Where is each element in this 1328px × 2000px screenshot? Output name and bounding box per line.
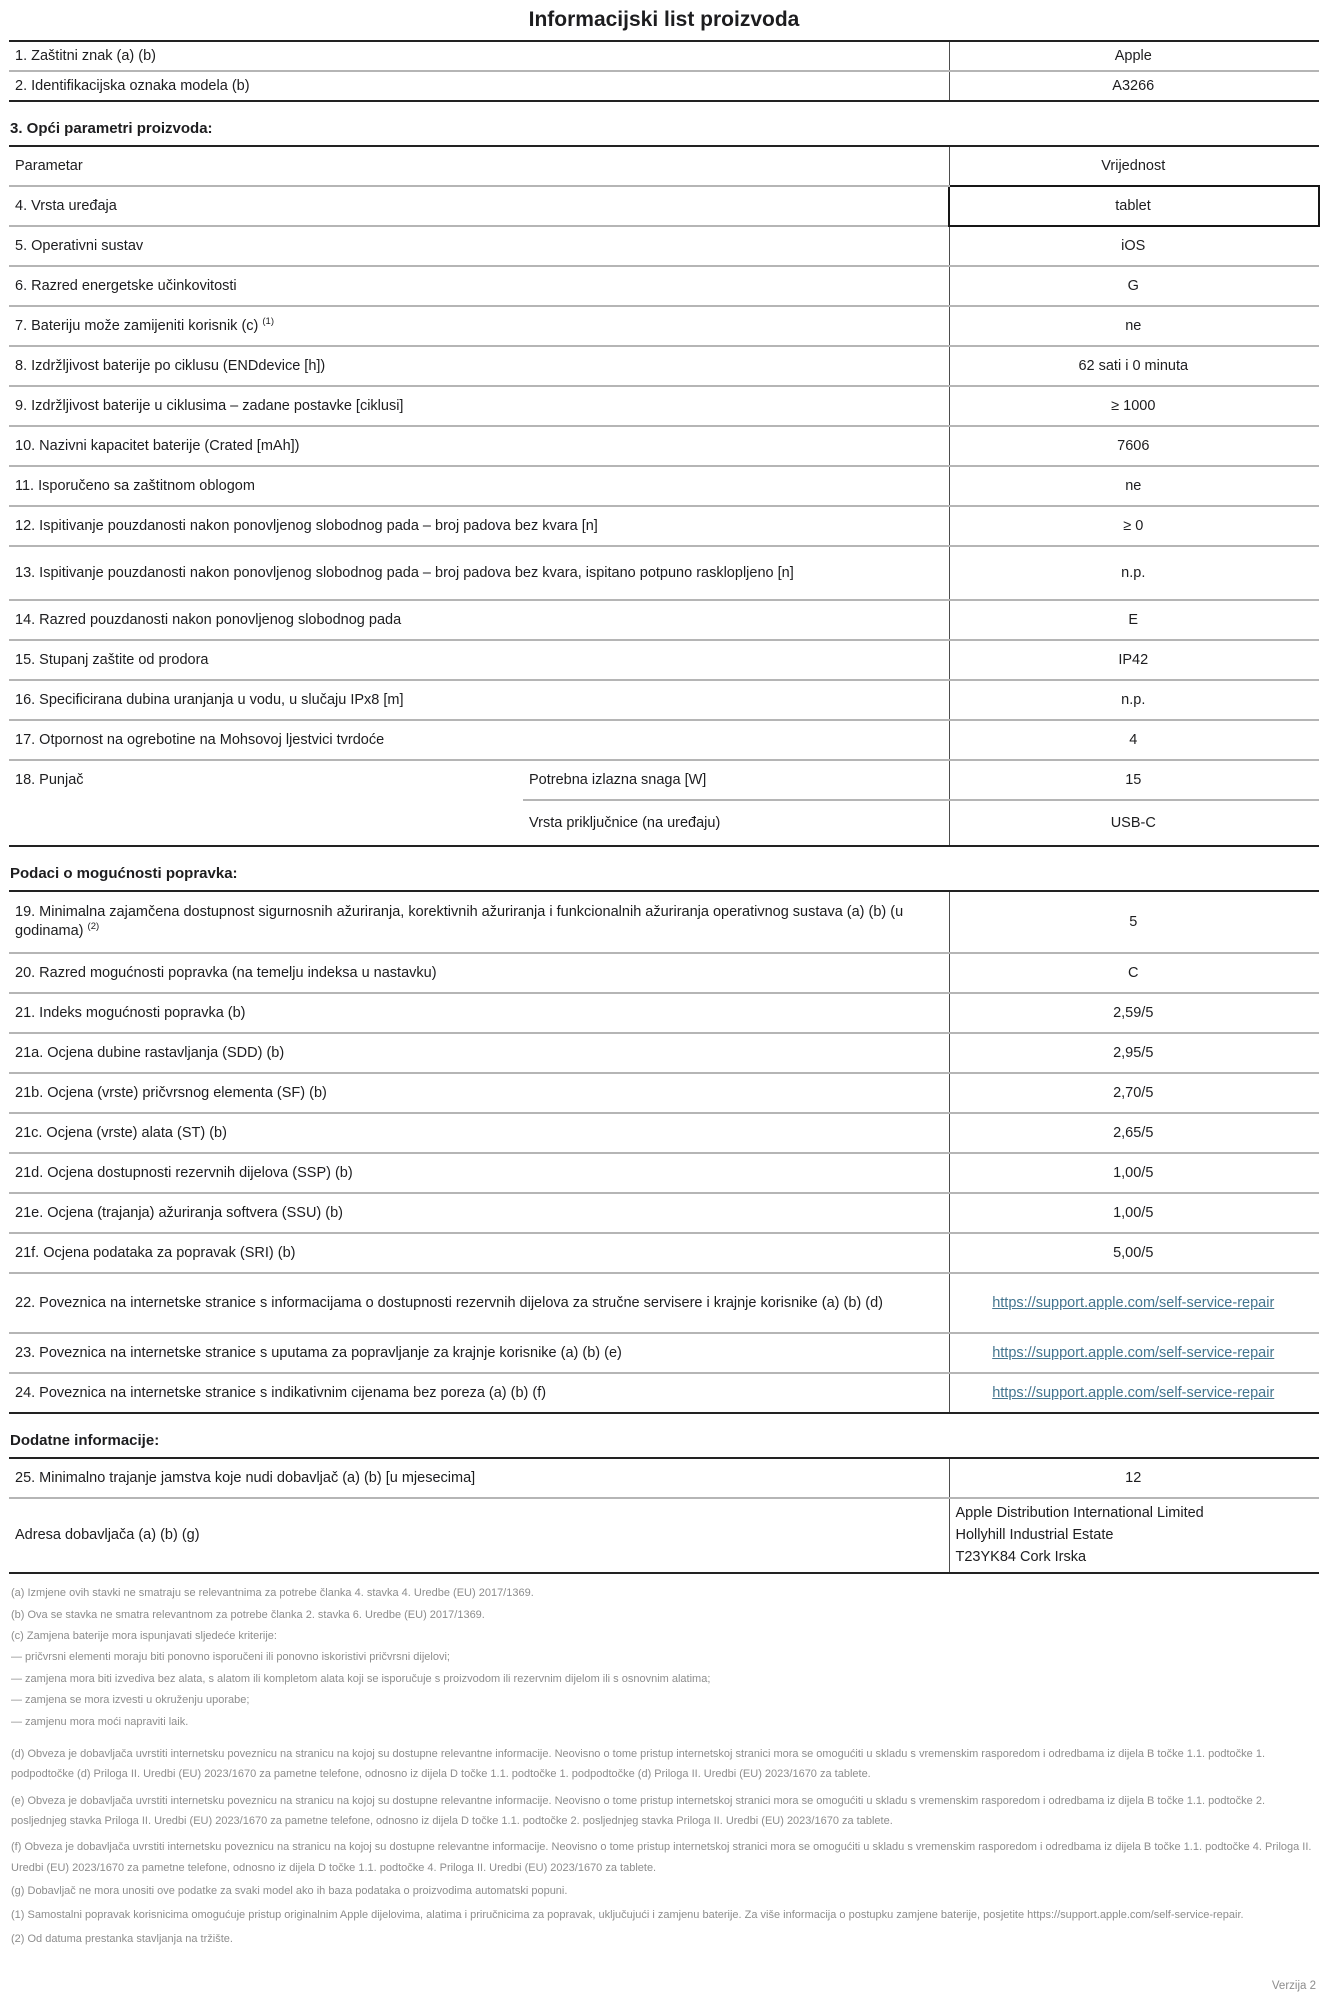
footnote-ref-2: (2): [87, 921, 100, 933]
table-row: [9, 1498, 1319, 1573]
version-label: Verzija 2: [1271, 1980, 1316, 1992]
general-parameters-table: [9, 145, 1320, 847]
table-row: [9, 266, 1319, 306]
footnote-2: (2) Od datuma prestanka stavljanja na tržište.: [11, 1932, 233, 1945]
section-repair-heading: Podaci o mogućnosti popravka:: [10, 865, 238, 882]
indicative-prices-link[interactable]: https://support.apple.com/self-service-repair: [992, 1384, 1275, 1401]
row-label: 15. Stupanj zaštite od prodora: [9, 640, 949, 680]
row-label: 4. Vrsta uređaja: [9, 186, 949, 226]
footnote-c-item: — zamjenu mora moći napraviti laik.: [11, 1715, 189, 1728]
row-value: G: [949, 266, 1319, 306]
row-label: 14. Razred pouzdanosti nakon ponovljenog slobodnog pada: [9, 600, 949, 640]
table-row: [9, 1458, 1319, 1498]
table-row: [9, 640, 1319, 680]
footnote-b: (b) Ova se stavka ne smatra relevantnom za potrebe članka 2. stavka 6. Uredbe (EU) 2017/1369.: [11, 1608, 485, 1621]
section-general-heading: 3. Opći parametri proizvoda:: [10, 120, 213, 137]
footnote-c: (c) Zamjena baterije mora ispunjavati sljedeće kriterije:: [11, 1630, 277, 1643]
row-label: 24. Poveznica na internetske stranice s indikativnim cijenama bez poreza (a) (b) (f): [9, 1373, 949, 1413]
row-value: 12: [949, 1458, 1319, 1498]
identity-table: [9, 40, 1319, 102]
row-value: 1,00/5: [949, 1153, 1319, 1193]
row-value: 62 sati i 0 minuta: [949, 346, 1319, 386]
table-row: [9, 953, 1319, 993]
row-label: [9, 891, 949, 953]
table-row: [9, 891, 1319, 953]
table-row: [9, 506, 1319, 546]
row-value: 5,00/5: [949, 1233, 1319, 1273]
row-label: 23. Poveznica na internetske stranice s uputama za popravljanje za krajnje korisnike (a) (b) (e): [9, 1333, 949, 1373]
table-row: [9, 1073, 1319, 1113]
row-label-charger: 18. Punjač: [9, 760, 523, 800]
supplier-address-value: [949, 1498, 1319, 1573]
table-row: [9, 680, 1319, 720]
row-value: 2,59/5: [949, 993, 1319, 1033]
row-value: [949, 1273, 1319, 1333]
repairability-table: [9, 890, 1319, 1414]
table-row: [9, 1333, 1319, 1373]
footnote-c-item: — zamjena se mora izvesti u okruženju uporabe;: [11, 1694, 250, 1707]
table-row: [9, 386, 1319, 426]
table-row: [9, 760, 1319, 800]
page-title: Informacijski list proizvoda: [528, 8, 800, 31]
table-row: [9, 1373, 1319, 1413]
row-value: ne: [949, 306, 1319, 346]
table-row: [9, 993, 1319, 1033]
repair-instructions-link[interactable]: https://support.apple.com/self-service-repair: [992, 1344, 1275, 1361]
row-value: 5: [949, 891, 1319, 953]
row-label: 21c. Ocjena (vrste) alata (ST) (b): [9, 1113, 949, 1153]
row-label: 21f. Ocjena podataka za popravak (SRI) (b): [9, 1233, 949, 1273]
row-label: 21. Indeks mogućnosti popravka (b): [9, 993, 949, 1033]
row-label: 13. Ispitivanje pouzdanosti nakon ponovljenog slobodnog pada – broj padova bez kvara, ispitano potpuno rasklopljeno [n]: [9, 546, 949, 600]
table-row: [9, 1193, 1319, 1233]
row-value: 2,65/5: [949, 1113, 1319, 1153]
table-row: [9, 1273, 1319, 1333]
row-sublabel: Vrsta priključnice (na uređaju): [523, 800, 949, 846]
row-label: [9, 306, 949, 346]
row-value: C: [949, 953, 1319, 993]
row-label: 1. Zaštitni znak (a) (b): [15, 47, 157, 64]
table-row: [9, 426, 1319, 466]
address-line: T23YK84 Cork Irska: [955, 1548, 1087, 1565]
row-value: USB-C: [949, 800, 1319, 846]
row-label: 20. Razred mogućnosti popravka (na temelju indeksa u nastavku): [9, 953, 949, 993]
row-label: 21b. Ocjena (vrste) pričvrsnog elementa (SF) (b): [9, 1073, 949, 1113]
table-row: [9, 1153, 1319, 1193]
table-row: [9, 720, 1319, 760]
row-value: A3266: [949, 71, 1319, 101]
row-label: 12. Ispitivanje pouzdanosti nakon ponovljenog slobodnog pada – broj padova bez kvara [n]: [9, 506, 949, 546]
row-label: 22. Poveznica na internetske stranice s informacijama o dostupnosti rezervnih dijelova za stručne servisere i krajnje korisnike (a) (b) (d): [9, 1273, 949, 1333]
footnote-a: (a) Izmjene ovih stavki ne smatraju se relevantnima za potrebe članka 4. stavka 4. Uredbe (EU) 2017/1369.: [11, 1587, 534, 1600]
row-value: 2,70/5: [949, 1073, 1319, 1113]
additional-info-table: [9, 1457, 1319, 1574]
footnote-c-item: — pričvrsni elementi moraju biti ponovno isporučeni ili ponovno iskoristivi pričvrsni dijelovi;: [11, 1651, 450, 1664]
row-label: 8. Izdržljivost baterije po ciklusu (ENDdevice [h]): [9, 346, 949, 386]
table-row: [9, 306, 1319, 346]
footnotes-block: [11, 1586, 1317, 1947]
address-line: Apple Distribution International Limited: [955, 1505, 1204, 1521]
row-value: [949, 1373, 1319, 1413]
row-label: 2. Identifikacijska oznaka modela (b): [9, 71, 949, 101]
footnote-d: (d) Obveza je dobavljača uvrstiti internetsku poveznicu na stranicu na kojoj su dostupne relevantne informacije. Neovisno o tome pristup internetskoj stranici mora se omogućiti u skladu s vremenskim rasporedom i odredbama iz dijela B točke 1.1. podtočke 1. podpodtočke (d) Priloga II. Uredbi (EU) 2023/1670 za pametne telefone, odnosno iz dijela D točke 1.1. podtočke 1. podpodtočke (d) Priloga II. Uredbi (EU) 2023/1670 za tablete.: [11, 1747, 1266, 1781]
supplier-address-label: Adresa dobavljača (a) (b) (g): [9, 1498, 949, 1573]
row-value: [949, 1333, 1319, 1373]
table-row: [9, 1233, 1319, 1273]
table-header-row: [9, 146, 1319, 186]
row-value: IP42: [949, 640, 1319, 680]
table-row: [9, 1113, 1319, 1153]
row-label: 11. Isporučeno sa zaštitnom oblogom: [9, 466, 949, 506]
table-row: [9, 186, 1319, 226]
row-label: 9. Izdržljivost baterije u ciklusima – zadane postavke [ciklusi]: [9, 386, 949, 426]
row-value: ≥ 0: [949, 506, 1319, 546]
row-value: 1,00/5: [949, 1193, 1319, 1233]
column-header-parameter: Parametar: [15, 157, 83, 174]
row-value: E: [949, 600, 1319, 640]
section-additional-heading: Dodatne informacije:: [10, 1432, 160, 1449]
row-label-text: 19. Minimalna zajamčena dostupnost sigurnosnih ažuriranja, korektivnih ažuriranja i funkcionalnih ažuriranja operativnog sustava (a) (b) (u godinama): [15, 904, 904, 939]
table-row: [9, 71, 1319, 101]
footnote-e: (e) Obveza je dobavljača uvrstiti internetsku poveznicu na stranicu na kojoj su dostupne relevantne informacije. Neovisno o tome pristup internetskoj stranici mora se omogućiti u skladu s vremenskim rasporedom i odredbama iz dijela B točke 1.1. podtočke 2. posljednjeg stavka Priloga II. Uredbi (EU) 2023/1670 za pametne telefone, odnosno iz dijela D točke 1.1. podtočke 2. posljednjeg stavka Priloga II. Uredbi (EU) 2023/1670 za tablete.: [11, 1794, 1266, 1828]
footnote-f: (f) Obveza je dobavljača uvrstiti internetsku poveznicu na stranicu na kojoj su dostupne relevantne informacije. Neovisno o tome pristup internetskoj stranici mora se omogućiti u skladu s vremenskim rasporedom i odredbama iz dijela B točke 1.1. podtočke 4. Priloga II. Uredbi (EU) 2023/1670 za pametne telefone, odnosno iz dijela D točke 1.1. podtočke 4. Priloga II. Uredbi (EU) 2023/1670 za tablete.: [11, 1841, 1312, 1874]
row-value: 2,95/5: [949, 1033, 1319, 1073]
row-value: ≥ 1000: [949, 386, 1319, 426]
table-row: [9, 41, 1319, 71]
row-label: 10. Nazivni kapacitet baterije (Crated [mAh]): [9, 426, 949, 466]
row-value: n.p.: [949, 680, 1319, 720]
table-row: [9, 546, 1319, 600]
row-value: ne: [949, 466, 1319, 506]
address-line: Hollyhill Industrial Estate: [955, 1526, 1114, 1543]
column-header-value: Vrijednost: [949, 146, 1319, 186]
row-value: 15: [949, 760, 1319, 800]
row-label: 17. Otpornost na ogrebotine na Mohsovoj ljestvici tvrdoće: [9, 720, 949, 760]
table-row: [9, 466, 1319, 506]
table-row: [9, 600, 1319, 640]
row-label-empty: [9, 800, 523, 846]
footnote-ref-1: (1): [262, 315, 275, 327]
row-label: 5. Operativni sustav: [9, 226, 949, 266]
table-row: [9, 226, 1319, 266]
row-value: 7606: [949, 426, 1319, 466]
footnote-c-item: — zamjena mora biti izvediva bez alata, s alatom ili kompletom alata koji se isporučuje s proizvodom ili rezervnim dijelom ili s osnovnim alatima;: [11, 1672, 711, 1685]
row-value: n.p.: [949, 546, 1319, 600]
device-type-highlighted-cell: tablet: [949, 186, 1319, 226]
table-row: [9, 800, 1319, 846]
row-value: Apple: [949, 41, 1319, 71]
row-label: 21d. Ocjena dostupnosti rezervnih dijelova (SSP) (b): [9, 1153, 949, 1193]
row-value: 4: [949, 720, 1319, 760]
row-sublabel: Potrebna izlazna snaga [W]: [523, 760, 949, 800]
footnote-g: (g) Dobavljač ne mora unositi ove podatke za svaki model ako ih baza podataka o proizvodima automatski popuni.: [11, 1885, 568, 1898]
row-label: 21e. Ocjena (trajanja) ažuriranja softvera (SSU) (b): [9, 1193, 949, 1233]
row-label: 25. Minimalno trajanje jamstva koje nudi dobavljač (a) (b) [u mjesecima]: [15, 1469, 476, 1486]
spare-parts-link[interactable]: https://support.apple.com/self-service-repair: [992, 1294, 1275, 1311]
row-label: 21a. Ocjena dubine rastavljanja (SDD) (b): [9, 1033, 949, 1073]
row-label-text: 7. Bateriju može zamijeniti korisnik (c): [15, 317, 259, 334]
table-row: [9, 346, 1319, 386]
row-value: iOS: [949, 226, 1319, 266]
footnote-1: (1) Samostalni popravak korisnicima omogućuje pristup originalnim Apple dijelovima, alatima i priručnicima za popravak, uključujući i zamjenu baterije. Za više informacija o postupku zamjene baterije, posjetite https://support.apple.com/self-service-repair.: [11, 1909, 1244, 1922]
row-label: 16. Specificirana dubina uranjanja u vodu, u slučaju IPx8 [m]: [9, 680, 949, 720]
row-label: 6. Razred energetske učinkovitosti: [9, 266, 949, 306]
table-row: [9, 1033, 1319, 1073]
